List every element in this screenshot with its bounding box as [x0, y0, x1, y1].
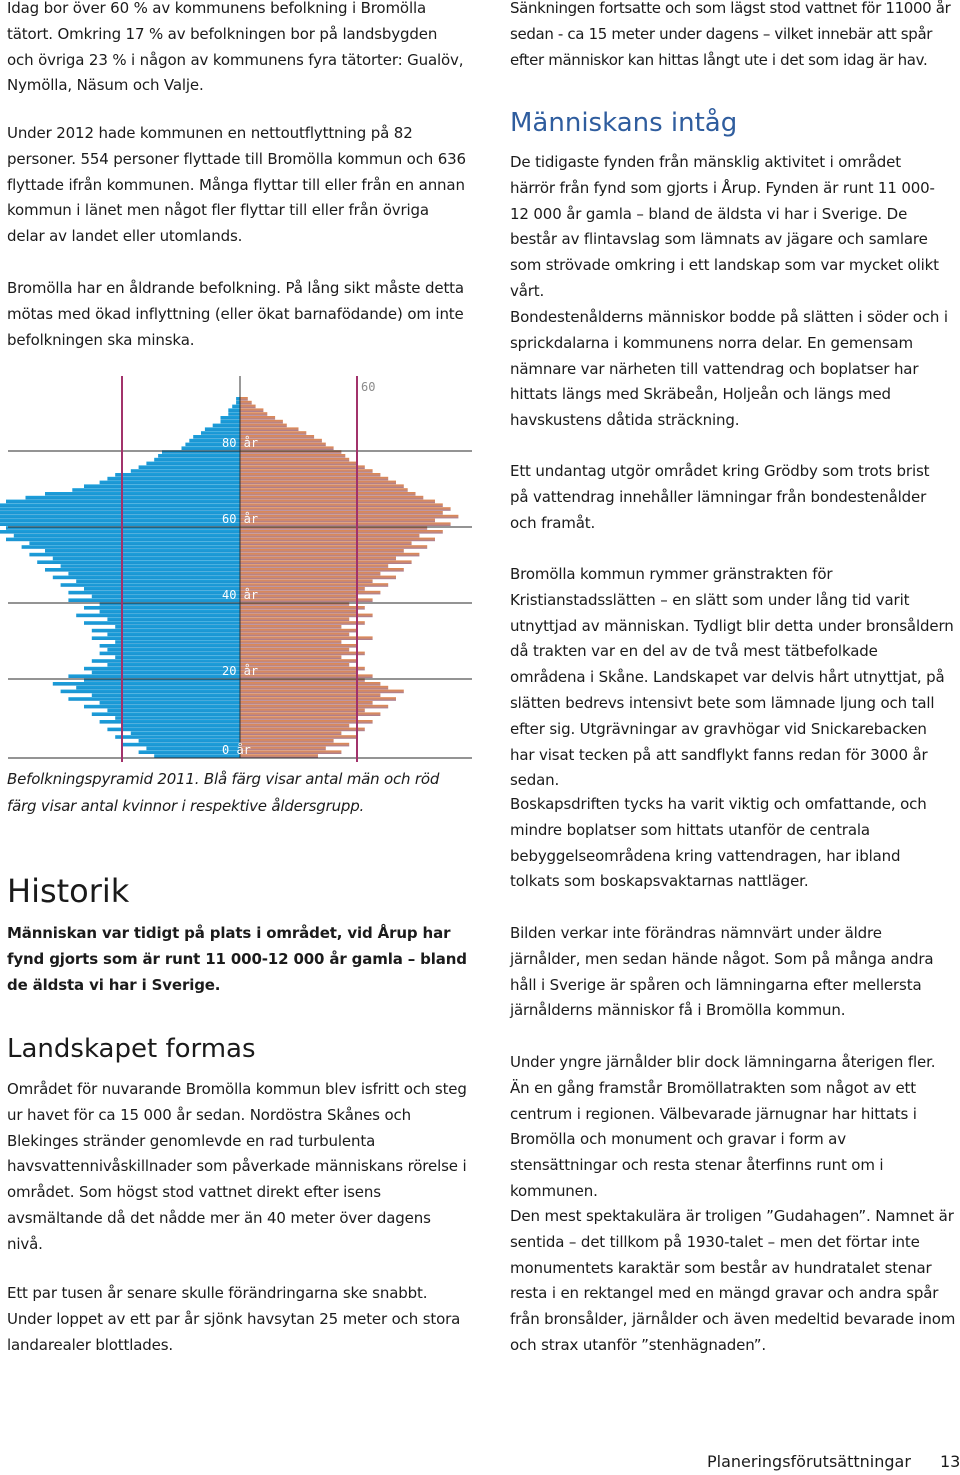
scale-label: 60: [361, 380, 376, 394]
women-bar-age-5: [240, 735, 357, 739]
women-bar-age-39: [240, 606, 365, 610]
men-bar-age-63: [0, 515, 240, 519]
men-bar-age-65: [0, 507, 240, 511]
men-bar-age-35: [84, 621, 240, 625]
migration-paragraph: Under 2012 hade kommunen en nettoutflyttning på 82 personer. 554 personer flyttade till Bromölla kommun och 636 flyttade ifrån kommunen. Många flyttar till eller från en annan kommun i länet men något fler flyttar till eller från övriga delar av landet eller utomlands.: [7, 124, 466, 246]
women-bar-age-37: [240, 614, 373, 618]
men-bar-age-34: [115, 625, 240, 629]
men-bar-age-50: [61, 564, 240, 568]
intag-paragraph-2: Bondestenålderns människor bodde på slätten i söder och i sprickdalarna i kommunens norra delar. En gemensam nämnare var närheten till vattendrag och boplatser har hittats längs med Skräbeån, Holjeån och längs med havskustens dåtida sträckning.: [510, 308, 948, 430]
women-bar-age-73: [240, 477, 388, 481]
landskapet-paragraph-1: Området för nuvarande Bromölla kommun blev isfritt och steg ur havet för ca 15 000 år sedan. Nordöstra Skånes och Blekinges stränder genomlevde en rad turbulenta havsvattennivåskillnader som påverkade människans rörelse i området. Som högst stod vattnet direkt efter isens avsmältande då det nådde mer än 40 meter över dagens nivå.: [7, 1080, 467, 1253]
men-bar-age-72: [100, 481, 240, 485]
women-bar-age-12: [240, 709, 365, 713]
women-bar-age-85: [240, 431, 306, 435]
age-label-20: 20 år: [222, 664, 259, 678]
women-bar-age-94: [240, 397, 248, 401]
men-bar-age-59: [0, 530, 240, 534]
women-bar-age-87: [240, 424, 287, 428]
men-bar-age-89: [221, 416, 241, 420]
men-bar-age-68: [26, 496, 241, 500]
men-bar-age-75: [131, 469, 240, 473]
aging-paragraph: Bromölla har en åldrande befolkning. På lång sikt måste detta mötas med ökad inflyttning (eller ökat barnafödande) om inte befolkningen ska minska.: [7, 279, 464, 349]
men-bar-age-87: [213, 424, 240, 428]
women-bar-age-26: [240, 655, 341, 659]
historik-lead: Människan var tidigt på plats i området, vid Årup har fynd gjorts som är runt 11 000-12 000 år gamla – bland de äldsta vi har i Sverige.: [7, 924, 467, 994]
women-bar-age-41: [240, 598, 373, 602]
men-bar-age-94: [236, 397, 240, 401]
men-bar-age-29: [100, 644, 240, 648]
men-bar-age-12: [107, 709, 240, 713]
men-bar-age-61: [0, 522, 240, 526]
women-bar-age-34: [240, 625, 341, 629]
men-bar-age-70: [72, 488, 240, 492]
women-bar-age-89: [240, 416, 275, 420]
women-bar-age-7: [240, 728, 365, 732]
men-bar-age-5: [115, 735, 240, 739]
women-bar-age-63: [240, 515, 458, 519]
pyramid-caption: Befolkningspyramid 2011. Blå färg visar antal män och röd färg visar antal kvinnor i respektive åldersgrupp.: [7, 770, 440, 815]
age-label-60: 60 år: [222, 512, 259, 526]
women-bar-age-88: [240, 420, 283, 424]
footer-title: Planeringsförutsättningar: [707, 1452, 911, 1471]
women-bar-age-21: [240, 674, 373, 678]
women-bar-age-30: [240, 640, 341, 644]
women-bar-age-17: [240, 690, 404, 694]
men-bar-age-41: [68, 598, 240, 602]
women-bar-age-55: [240, 545, 427, 549]
men-bar-age-88: [221, 420, 241, 424]
intro-paragraph: Idag bor över 60 % av kommunens befolkning i Bromölla tätort. Omkring 17 % av befolkningen bor på landsbygden och övriga 23 % i någon av kommunens fyra tätorter: Gualöv, Nymölla, Näsum och Valje.: [7, 0, 464, 95]
men-bar-age-16: [92, 693, 240, 697]
bronsalder-paragraph: Bromölla kommun rymmer gränstrakten för Kristianstadsslätten – en slätt som under lång tid varit utnyttjad av människan. Tydligt blir detta under bronsåldern då trakten var en del av de två mest tätbefolkade områdena i Skåne. Landskapet var delvis hårt utnyttjat, på slätten bedrevs intensivt bete som lämnade ljung och tall efter sig. Utgrävningar av gravhögar vid Snickarebacken har visat tecken på att sandflykt fanns redan för 3000 år sedan.: [510, 565, 954, 790]
women-bar-age-43: [240, 591, 380, 595]
women-bar-age-72: [240, 481, 396, 485]
men-bar-age-71: [84, 484, 240, 488]
men-bar-age-23: [84, 667, 240, 671]
women-bar-age-74: [240, 473, 380, 477]
men-bar-age-66: [0, 503, 240, 507]
men-bar-age-69: [45, 492, 240, 496]
men-bar-age-22: [92, 671, 240, 675]
men-bar-age-7: [107, 728, 240, 732]
men-bar-age-74: [115, 473, 240, 477]
men-bar-age-52: [53, 557, 240, 561]
intag-paragraph-3: Ett undantag utgör området kring Grödby som trots brist på vattendrag innehåller lämningar från bondestenålder och framåt.: [510, 462, 930, 532]
men-bar-age-51: [37, 560, 240, 564]
women-bar-age-32: [240, 633, 349, 637]
jarnalder-paragraph-2: Under yngre järnålder blir dock lämningarna återigen fler. Än en gång framstår Bromöllatrakten som något av ett centrum i regionen. Välbevarade järnugnar har hittats i Bromölla och monument och gravar i form av stensättningar och resta stenar återfinns runt om i kommunen.: [510, 1053, 936, 1200]
men-bar-age-47: [53, 576, 240, 580]
women-bar-age-19: [240, 682, 380, 686]
women-bar-age-31: [240, 636, 373, 640]
women-bar-age-14: [240, 701, 373, 705]
men-bar-age-49: [45, 568, 240, 572]
heading-landskapet: Landskapet formas: [7, 1034, 256, 1064]
women-bar-age-57: [240, 538, 435, 542]
men-bar-age-31: [92, 636, 240, 640]
women-bar-age-38: [240, 610, 357, 614]
women-bar-age-70: [240, 488, 408, 492]
women-bar-age-91: [240, 408, 263, 412]
men-bar-age-36: [107, 617, 240, 621]
men-bar-age-77: [146, 462, 240, 466]
men-bar-age-54: [45, 549, 240, 553]
men-bar-age-90: [228, 412, 240, 416]
women-bar-age-58: [240, 534, 419, 538]
men-bar-age-76: [139, 465, 240, 469]
men-bar-age-42: [92, 595, 240, 599]
gudahagen-paragraph: Den mest spektakulära är troligen ”Gudahagen”. Namnet är sentida – det tillkom på 1930-talet – men det förtar inte monumentets karaktär som består av hundratalet stenar resta i en rektangel med en mängd gravar och andra spår från bronsålder, järnålder och även medeltid bevarade inom och strax utanför ”stenhägnaden”.: [510, 1207, 956, 1354]
men-bar-age-79: [158, 454, 240, 458]
men-bar-age-85: [201, 431, 240, 435]
women-bar-age-25: [240, 659, 357, 663]
men-bar-age-15: [68, 697, 240, 701]
women-bar-age-65: [240, 507, 451, 511]
men-bar-age-19: [53, 682, 240, 686]
men-bar-age-39: [84, 606, 240, 610]
sankning-paragraph: Sänkningen fortsatte och som lägst stod vattnet för 11000 år sedan - ca 15 meter under dagens – vilket innebär att spår efter människor kan hittas långt ute i det som idag är hav.: [510, 0, 951, 69]
women-bar-age-33: [240, 629, 357, 633]
men-bar-age-18: [76, 686, 240, 690]
men-bar-age-33: [92, 629, 240, 633]
men-bar-age-46: [76, 579, 240, 583]
women-bar-age-51: [240, 560, 412, 564]
heading-manniskans-intag: Människans intåg: [510, 108, 738, 138]
age-label-80: 80 år: [222, 436, 259, 450]
women-bar-age-56: [240, 541, 412, 545]
men-bar-age-24: [107, 663, 240, 667]
age-label-40: 40 år: [222, 588, 259, 602]
men-bar-age-27: [100, 652, 240, 656]
women-bar-age-35: [240, 621, 365, 625]
women-bar-age-71: [240, 484, 404, 488]
women-bar-age-16: [240, 693, 380, 697]
men-bar-age-78: [154, 458, 240, 462]
women-bar-age-3: [240, 743, 349, 747]
men-bar-age-10: [115, 716, 240, 720]
landskapet-paragraph-2: Ett par tusen år senare skulle förändringarna ske snabbt. Under loppet av ett par år sjönk havsytan 25 meter och stora landarealer blottlades.: [7, 1284, 461, 1354]
men-bar-age-26: [115, 655, 240, 659]
men-bar-age-6: [131, 731, 240, 735]
women-bar-age-8: [240, 724, 349, 728]
women-bar-age-23: [240, 667, 365, 671]
men-bar-age-64: [0, 511, 240, 515]
women-bar-age-13: [240, 705, 388, 709]
men-bar-age-11: [92, 712, 240, 716]
women-bar-age-36: [240, 617, 349, 621]
women-bar-age-59: [240, 530, 443, 534]
men-bar-age-28: [107, 648, 240, 652]
women-bar-age-66: [240, 503, 443, 507]
men-bar-age-86: [205, 427, 240, 431]
jarnalder-paragraph-1: Bilden verkar inte förändras nämnvärt under äldre järnålder, men sedan hände något. Som på många andra håll i Sverige är spåren och lämningarna efter mellersta järnålderns människor få i Bromölla kommun.: [510, 924, 934, 1020]
women-bar-age-10: [240, 716, 357, 720]
women-bar-age-46: [240, 579, 373, 583]
women-bar-age-48: [240, 572, 380, 576]
women-bar-age-52: [240, 557, 396, 561]
women-bar-age-67: [240, 500, 435, 504]
men-bar-age-56: [29, 541, 240, 545]
women-bar-age-47: [240, 576, 396, 580]
men-bar-age-62: [0, 519, 240, 523]
women-bar-age-64: [240, 511, 443, 515]
women-bar-age-53: [240, 553, 419, 557]
page-number: 13: [940, 1452, 960, 1471]
men-bar-age-14: [100, 701, 240, 705]
women-bar-age-45: [240, 583, 388, 587]
women-bar-age-79: [240, 454, 345, 458]
women-bar-age-92: [240, 405, 256, 409]
men-bar-age-91: [228, 408, 240, 412]
women-bar-age-77: [240, 462, 357, 466]
women-bar-age-86: [240, 427, 299, 431]
men-bar-age-92: [232, 405, 240, 409]
men-bar-age-45: [61, 583, 240, 587]
men-bar-age-58: [14, 534, 240, 538]
women-bar-age-90: [240, 412, 267, 416]
women-bar-age-1: [240, 750, 341, 754]
women-bar-age-76: [240, 465, 365, 469]
women-bar-age-50: [240, 564, 388, 568]
women-bar-age-29: [240, 644, 357, 648]
men-bar-age-21: [68, 674, 240, 678]
men-bar-age-30: [115, 640, 240, 644]
women-bar-age-18: [240, 686, 388, 690]
men-bar-age-44: [84, 587, 240, 591]
women-bar-age-6: [240, 731, 341, 735]
women-bar-age-2: [240, 747, 326, 751]
men-bar-age-38: [100, 610, 240, 614]
men-bar-age-43: [68, 591, 240, 595]
women-bar-age-28: [240, 648, 349, 652]
men-bar-age-13: [84, 705, 240, 709]
heading-historik: Historik: [7, 872, 130, 910]
women-bar-age-75: [240, 469, 373, 473]
men-bar-age-25: [92, 659, 240, 663]
women-bar-age-68: [240, 496, 423, 500]
women-bar-age-93: [240, 401, 252, 405]
women-bar-age-62: [240, 519, 435, 523]
women-bar-age-49: [240, 568, 404, 572]
women-bar-age-54: [240, 549, 404, 553]
women-bar-age-4: [240, 739, 334, 743]
men-bar-age-48: [68, 572, 240, 576]
population-pyramid-chart: [0, 370, 480, 762]
men-bar-age-93: [236, 401, 240, 405]
men-bar-age-9: [100, 720, 240, 724]
women-bar-age-15: [240, 697, 396, 701]
men-bar-age-37: [76, 614, 240, 618]
men-bar-age-73: [107, 477, 240, 481]
men-bar-age-32: [107, 633, 240, 637]
men-bar-age-17: [61, 690, 240, 694]
women-bar-age-0: [240, 754, 318, 758]
women-bar-age-78: [240, 458, 349, 462]
women-bar-age-11: [240, 712, 380, 716]
women-bar-age-9: [240, 720, 373, 724]
women-bar-age-61: [240, 522, 451, 526]
women-bar-age-27: [240, 652, 365, 656]
men-bar-age-8: [123, 724, 240, 728]
boskap-paragraph: Boskapsdriften tycks ha varit viktig och omfattande, och mindre boplatser som hittats utanför de centrala bebyggelseområdena kring vattendragen, har ibland tolkats som boskapsvaktarnas nattläger.: [510, 795, 927, 891]
men-bar-age-55: [22, 545, 240, 549]
men-bar-age-53: [29, 553, 240, 557]
women-bar-age-44: [240, 587, 365, 591]
age-label-0: 0 år: [222, 743, 251, 757]
intag-paragraph-1: De tidigaste fynden från mänsklig aktivitet i området härrör från fynd som gjorts i Årup. Fynden är runt 11 000-12 000 år gamla – bland de äldsta vi har i Sverige. De består av flintavslag som lämnats av jägare och samlare som strövade omkring i ett landskap som var mycket olikt vårt.: [510, 153, 939, 300]
women-bar-age-69: [240, 492, 416, 496]
